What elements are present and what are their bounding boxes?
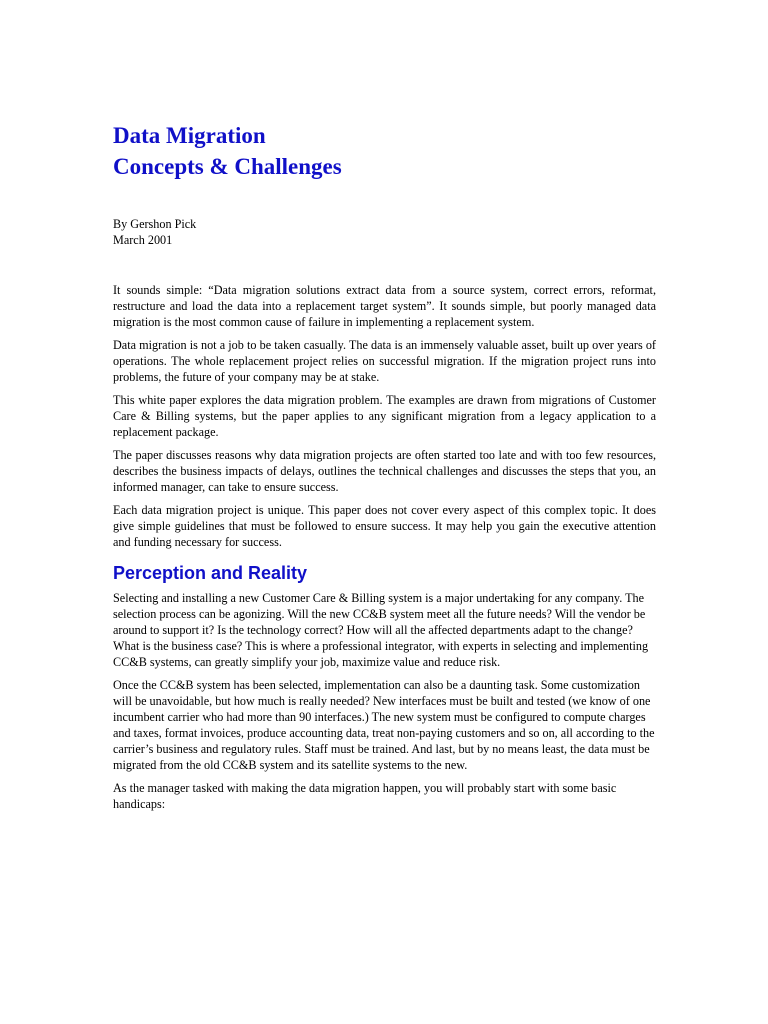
section-heading: Perception and Reality bbox=[113, 563, 308, 583]
intro-paragraph: Each data migration project is unique. This paper does not cover every aspect of this complex topic. It does give simple guidelines that must be followed to ensure success. It may help you gain the executive attention and funding necessary for success. bbox=[113, 503, 656, 549]
section-paragraph: As the manager tasked with making the data migration happen, you will probably start with some basic handicaps: bbox=[113, 781, 617, 811]
intro-paragraph: It sounds simple: “Data migration solutions extract data from a source system, correct errors, reformat, restructure and load the data into a replacement target system”. It sounds simple, but poorly managed data migration is the most common cause of failure in implementing a replacement system. bbox=[113, 283, 656, 329]
document-title bbox=[113, 120, 656, 182]
intro-section bbox=[113, 282, 656, 550]
title-line-2: Concepts & Challenges bbox=[113, 154, 342, 179]
intro-paragraph: Data migration is not a job to be taken casually. The data is an immensely valuable asset, built up over years of operations. The whole replacement project relies on successful migration. If the migration project runs into problems, the future of your company may be at stake. bbox=[113, 338, 656, 384]
byline bbox=[113, 216, 656, 248]
title-line-1: Data Migration bbox=[113, 123, 266, 148]
document-page bbox=[113, 120, 656, 819]
section-paragraph: Selecting and installing a new Customer Care & Billing system is a major undertaking for any company. The selection process can be agonizing. Will the new CC&B system meet all the future needs? Will the vendor be around to support it? Is the technology correct? How will all the affected departments adapt to the change? What is the business case? This is where a professional integrator, with experts in selecting and implementing CC&B systems, can greatly simplify your job, maximize value and reduce risk. bbox=[113, 591, 649, 669]
perception-section bbox=[113, 590, 656, 812]
intro-paragraph: The paper discusses reasons why data migration projects are often started too late and with too few resources, describes the business impacts of delays, outlines the technical challenges and discusses the steps that you, an informed manager, can take to ensure success. bbox=[113, 448, 656, 494]
author: By Gershon Pick bbox=[113, 217, 197, 231]
date: March 2001 bbox=[113, 233, 173, 247]
intro-paragraph: This white paper explores the data migration problem. The examples are drawn from migrations of Customer Care & Billing systems, but the paper applies to any significant migration from a legacy application to a replacement package. bbox=[113, 393, 656, 439]
section-paragraph: Once the CC&B system has been selected, implementation can also be a daunting task. Some customization will be unavoidable, but how much is really needed? New interfaces must be built and tested (we know of one incumbent carrier who had more than 90 interfaces.) The new system must be configured to compute charges and taxes, format invoices, produce accounting data, treat non-paying customers and so on, all according to the carrier’s business and regulatory rules. Staff must be trained. And last, but by no means least, the data must be migrated from the old CC&B system and its satellite systems to the new. bbox=[113, 678, 655, 772]
